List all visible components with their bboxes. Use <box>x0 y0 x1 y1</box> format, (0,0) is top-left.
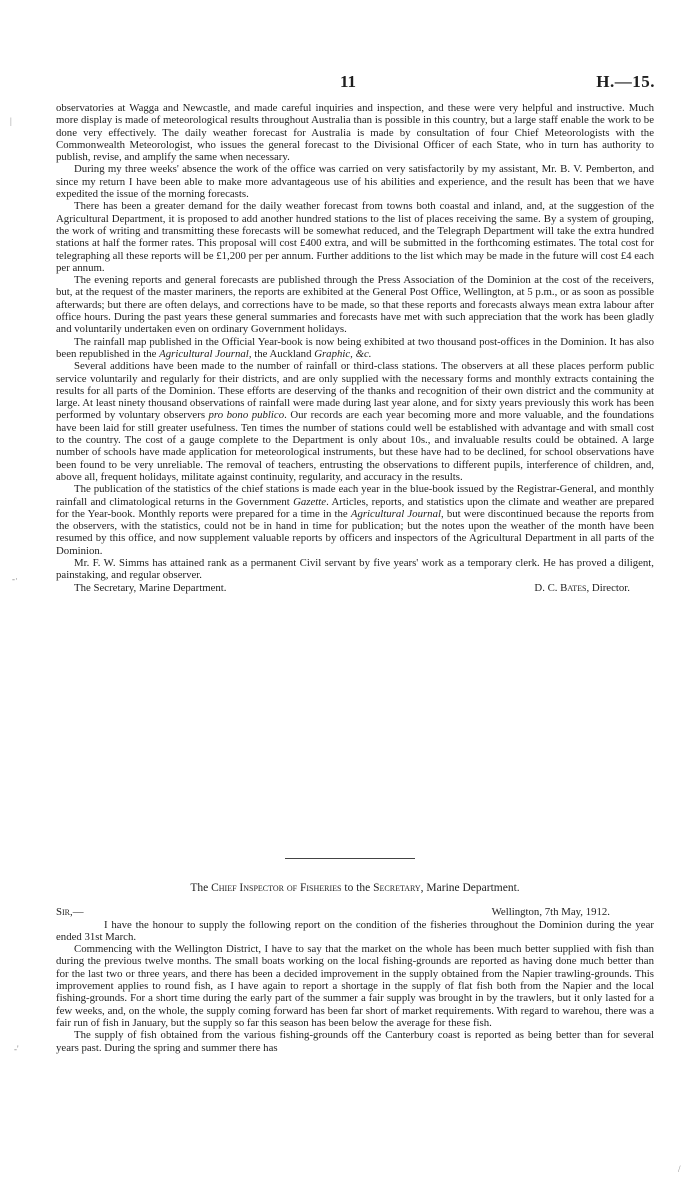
paragraph: The supply of fish obtained from the various fishing-grounds off the Canterbury coast is reported as being better than for several years past. During the spring and summer there has <box>56 1029 654 1054</box>
paragraph: Commencing with the Wellington District, I have to say that the market on the whole has been much better supplied with fish than during the previous twelve months. The small boats working on the local fishing-grounds are reported as having done much better than for the last two or three years, and there has been a decided improvement in the supply obtained from the Napier trawling-grounds. This improvement applies to round fish, as I have again to report a shortage in the supply of flat fish both from the Napier and the local fishing-grounds. For a short time during the early part of the summer a fair supply was brought in by the trawlers, but it only lasted for a few weeks, and, on the whole, the supply coming forward has been far short of market requirements. With regard to warehou, there was a fair run of fish in January, but the supply so far this season has been below the average for these fish. <box>56 943 654 1029</box>
paragraph: The evening reports and general forecasts are published through the Press Association of the Dominion at the cost of the receivers, but, at the request of the master mariners, the reports are exhibited at the General Post Office, Wellington, at 5 p.m., or as soon as possible afterwards; but there are often delays, and corrections have to be made, so that these reports and forecasts always mean extra labour after office hours. During the past years these general summaries and forecasts have met with such appreciation that the work has been gladly and voluntarily undertaken even on ordinary Government holidays. <box>56 274 654 336</box>
paragraph: Mr. F. W. Simms has attained rank as a permanent Civil servant by five years' work as a temporary clerk. He has proved a diligent, painstaking, and regular observer. <box>56 556 654 582</box>
paragraph: During my three weeks' absence the work of the office was carried on very satisfactorily by my assistant, Mr. B. V. Pemberton, and since my return I have been able to make more advantageous use of his abilities and experience, and the result has been that we have expedited the issue of the morning forecasts. <box>56 163 654 201</box>
addressee: The Secretary, Marine Department. <box>74 581 227 594</box>
margin-mark: / <box>678 1164 681 1174</box>
place-date: Wellington, 7th May, 1912. <box>491 906 610 919</box>
margin-mark: -' <box>14 1044 19 1054</box>
paragraph: I have the honour to supply the following report on the condition of the fisheries throughout the Dominion during the year ended 31st March. <box>56 918 654 943</box>
page-number: 11 <box>340 72 357 91</box>
section-title: The Chief Inspector of Fisheries to the Secretary, Marine Department. <box>190 882 520 894</box>
margin-mark: -· <box>12 574 18 584</box>
section-divider <box>285 858 415 859</box>
signature-line <box>56 582 654 594</box>
salutation: Sir,— <box>56 906 84 919</box>
paragraph: Several additions have been made to the number of rainfall or third-class stations. The observers at all these places perform public service voluntarily and regularly for their districts, and are only supplied with the necessary forms and monthly extracts containing the results for all parts of the Dominion. These efforts are deserving of the thanks and recognition of their own district and the community at large. At least ninety thousand observations of rainfall were made during last year alone, and for sixty years previously this work has been performed by voluntary observers pro bono publico. Our records are each year becoming more and more valuable, and the foundations have been laid for still greater usefulness. Ten times the number of stations could well be established with advantage and with small cost to the country. The cost of a gauge complete to the Department is only about 10s., and invaluable results could be obtained. A large number of schools have made application for meteorological instruments, but these have had to be declined, for school observations have been found to be very unreliable. The removal of teachers, entrusting the observations to different pupils, interference of children, and, above all, frequent holidays, militate against continuity, regularity, and accuracy in the results. <box>56 360 655 483</box>
margin-mark: | <box>10 116 12 126</box>
paragraph: The publication of the statistics of the chief stations is made each year in the blue-book issued by the Registrar-General, and monthly rainfall and climatological returns in the Government Gazette. Articles, reports, and statistics upon the climate and weather are prepared for the Year-book. Monthly reports were prepared for a time in the Agricultural Journal, but were discontinued because the reports from the observers, with the statistics, could not be in hand in time for publication; but the notes upon the weather of the month have been resumed by this office, and now supplement valuable reports by officers and inspectors of the Agricultural Department in all parts of the Dominion. <box>56 483 654 557</box>
paragraph: observatories at Wagga and Newcastle, and made careful inquiries and inspection, and these were very helpful and instructive. Much more display is made of meteorological results throughout Australia than is possible in this country, but a large staff enable the work to be done very effectively. The daily weather forecast for Australia is made by consultation of four Chief Meteorologists with the Commonwealth Meteorologist, who issues the general forecast to the Divisional Officer of each State, who in turn has authority to publish, revise, and amplify the same when necessary. <box>56 102 654 164</box>
paragraph: There has been a greater demand for the daily weather forecast from towns both coastal and inland, and, at the suggestion of the Agricultural Department, it is proposed to add another hundred stations to the list of places receiving the same. By a system of grouping, the work of writing and transmitting these forecasts will be somewhat reduced, and the Telegraph Department will take the extra hundred stations at half the former rates. This proposal will cost £400 extra, and will be submitted in the forthcoming estimates. The total cost for telegraphing all these reports will be £1,200 per per annum. Further additions to the list which may be made in the future will cost £4 each per annum. <box>56 200 654 274</box>
fisheries-report-section <box>56 882 654 1054</box>
paragraph: The rainfall map published in the Official Year-book is now being exhibited at two thousand post-offices in the Dominion. It has also been republished in the Agricultural Journal, the Auckland Graphic, &c. <box>56 335 654 360</box>
meteorological-report-section <box>56 102 654 594</box>
document-reference: H.—15. <box>596 72 655 91</box>
signatory: D. C. Bates, Director. <box>534 581 630 594</box>
page-header <box>55 72 655 96</box>
salutation-line <box>56 906 654 918</box>
